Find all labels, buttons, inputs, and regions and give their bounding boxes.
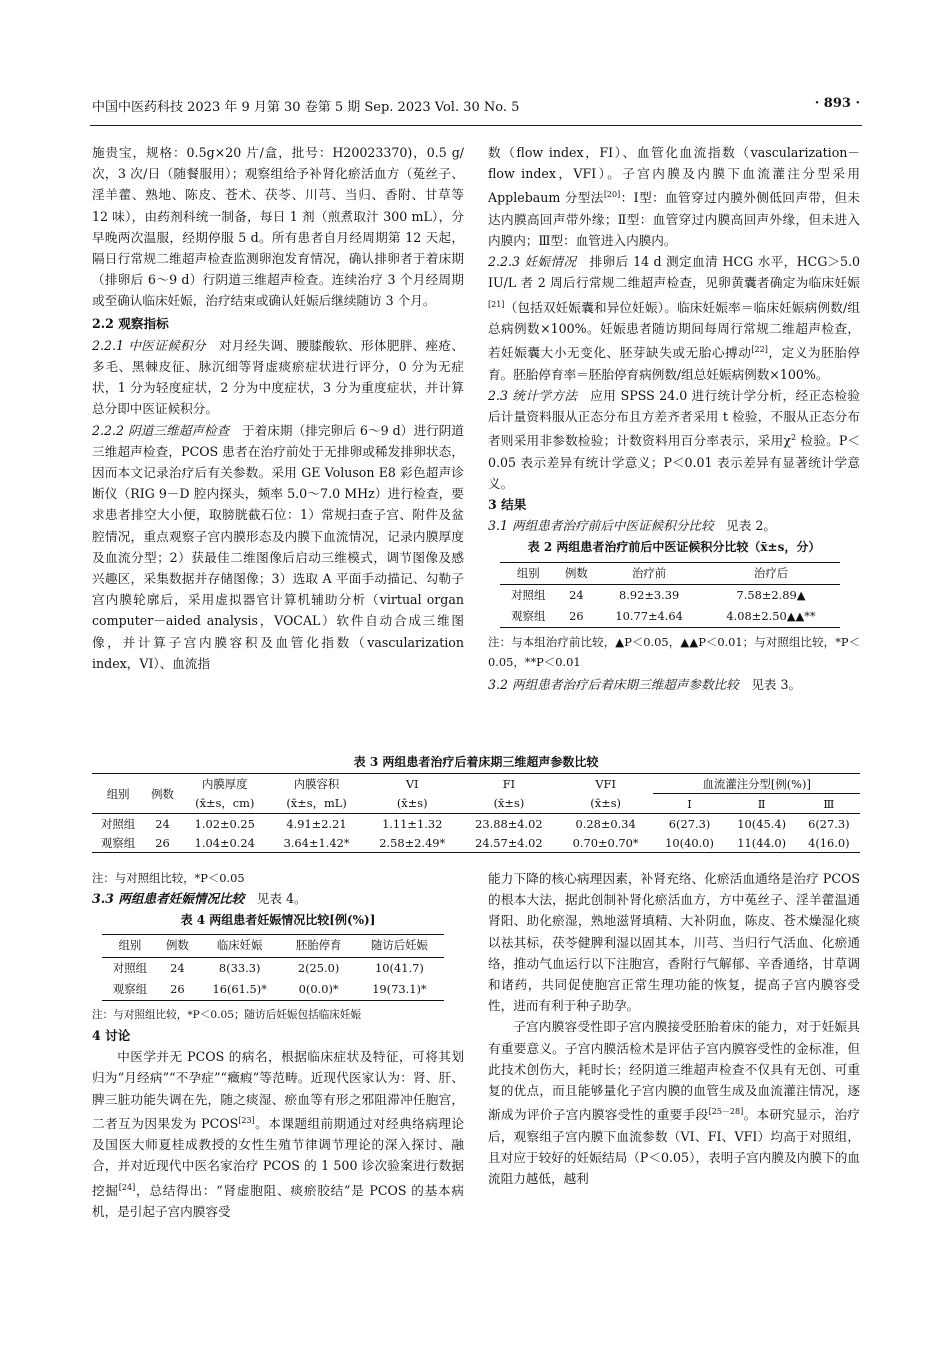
paragraph-text: 数（flow index，FI）、血管化血流指数（vascularization－flow index，VFI）。子宫内膜及内膜下血流灌注分型采用 Applebaum 分型法 xyxy=(488,145,860,206)
table-cell: 24 xyxy=(170,960,185,975)
left-column-top xyxy=(92,142,464,674)
table-subheader: (x̄±s，mL) xyxy=(286,796,347,811)
table-subheader: (x̄±s) xyxy=(590,796,621,811)
paragraph xyxy=(488,251,860,385)
paragraph-text: 对月经失调、腰膝酸软、形体肥胖、痤疮、多毛、黑棘皮征、脉沉细等肾虚痰瘀症状进行评分，0 分为无症状，1 分为轻度症状，2 分为中度症状，3 分为重度症状，并计算总分即中医证候积分。 xyxy=(92,337,464,417)
subsection-heading: 2.2.1 中医证候积分 xyxy=(92,337,206,353)
table2-note: 注：与本组治疗前比较，▲P＜0.05，▲▲P＜0.01；与对照组比较，*P＜0.05，**P＜0.01 xyxy=(488,635,860,670)
paragraph-text: 见表 4。 xyxy=(256,891,307,906)
paragraph-text: 见表 3。 xyxy=(751,677,802,693)
subsection-heading: 2.2.2 阴道三维超声检查 xyxy=(92,422,230,438)
paragraph-text: 检验。P＜0.05 表示差异有统计学意义；P＜0.01 表示差异有显著统计学意义。 xyxy=(488,433,860,491)
citation: [20] xyxy=(603,190,621,200)
table-cell: 10(40.0) xyxy=(665,835,714,850)
table-subheader: (x̄±s) xyxy=(396,796,428,811)
table-header: 组别 xyxy=(118,938,142,953)
subsection-heading: 3.3 两组患者妊娠情况比较 xyxy=(92,891,245,906)
table-header: 组别 xyxy=(92,774,144,814)
table-cell: 26 xyxy=(155,835,170,850)
paragraph xyxy=(488,1016,860,1189)
table-cell: 24 xyxy=(155,816,170,831)
paragraph xyxy=(488,674,860,695)
table-cell: 观察组 xyxy=(112,981,147,996)
table-cell: 26 xyxy=(569,609,584,624)
table-header: 内膜容积 xyxy=(293,776,340,791)
table3-block xyxy=(92,752,860,853)
paragraph xyxy=(488,515,860,536)
table-cell: 1.04±0.24 xyxy=(194,835,255,850)
table-cell: 11(44.0) xyxy=(737,835,787,850)
table4-caption: 表 4 两组患者妊娠情况比较[例(%)] xyxy=(180,913,376,928)
paragraph-text: 排卵后 14 d 测定血清 HCG 水平，HCG＞5.0 IU/L 者 2 周后行常规二维超声检查，见卵黄囊者确定为临床妊娠 xyxy=(488,254,860,291)
subsection-heading: 3.1 两组患者治疗前后中医证候积分比较 xyxy=(488,518,714,534)
table-cell: 4.08±2.50▲▲** xyxy=(726,609,816,624)
table-header: 组别 xyxy=(516,565,540,580)
citation: [23] xyxy=(238,1115,255,1125)
paragraph-text: 于着床期（排完卵后 6～9 d）进行阴道三维超声检查，PCOS 患者在治疗前处于无排卵或稀发排卵状态，因而本文记录治疗后有关参数。采用 GE Voluson E8 彩色超声诊断仪（RIG 9－D 腔内探头，频率 5.0～7.0 MHz）进行检查，要求患者排空大小便，取膀胱截石位：1）常规扫查子宫、附件及盆腔情况，重点观察子宫内膜形态及内膜下血流情况，记录内膜厚度及血流分型；2）获最佳二维图像后启动三维模式，调节图像及感兴趣区，采集数据并存储图像；3）选取 A 平面手动描记、勾勒子宫内膜轮廓后，采用虚拟器官计算机辅助分析（virtual organ computer－aided analysis，VOCAL）软件自动合成三维图像，并计算子宫内膜容积及血管化指数（vascularization index，VI）、血流指 xyxy=(92,422,464,671)
table4 xyxy=(102,934,444,1001)
table-subheader: (x̄±s) xyxy=(493,796,525,811)
table-cell: 10(41.7) xyxy=(375,960,424,975)
table-cell: 6(27.3) xyxy=(808,816,850,831)
paragraph xyxy=(488,142,860,251)
section-heading: 4 讨论 xyxy=(92,1028,131,1044)
table-header: 例数 xyxy=(564,565,588,580)
table-cell: 3.64±1.42* xyxy=(283,835,350,850)
table3 xyxy=(92,773,860,853)
table-header: 治疗后 xyxy=(753,565,789,580)
table-cell: 对照组 xyxy=(112,960,147,975)
citation: [24] xyxy=(118,1182,136,1192)
table-cell: 2(25.0) xyxy=(297,960,340,975)
table-header: FI xyxy=(502,776,516,791)
table-header: 治疗前 xyxy=(632,565,667,580)
table-header: 内膜厚度 xyxy=(201,776,248,791)
table-header: VI xyxy=(405,776,419,791)
table-row xyxy=(92,814,860,834)
right-column-bottom xyxy=(488,868,860,1189)
subsection-heading: 2.2.3 妊娠情况 xyxy=(488,254,577,270)
table-header: 血流灌注分型[例(%)] xyxy=(653,774,860,794)
citation: [21] xyxy=(488,299,505,309)
paragraph xyxy=(92,1046,464,1222)
table-row xyxy=(102,957,444,979)
citation: [22] xyxy=(751,345,768,355)
table-header: VFI xyxy=(595,776,616,791)
subsection-heading: 3.2 两组患者治疗后着床期三维超声参数比较 xyxy=(488,677,739,693)
table-cell: 对照组 xyxy=(101,816,136,831)
paragraph-text: 应用 SPSS 24.0 进行统计学分析，经正态检验后计量资料服从正态分布且方差齐者采用 t 检验，不服从正态分布者则采用非参数检验；计数资料用百分率表示，采用χ xyxy=(488,387,860,449)
paragraph-text: ：Ⅰ型：血管穿过内膜外侧低回声带，但未达内膜高回声带外缘；Ⅱ型：血管穿过内膜高回声外缘，但未进入内膜内；Ⅲ型：血管进入内膜内。 xyxy=(488,190,860,248)
paragraph-text: 见表 2。 xyxy=(726,518,776,534)
table-header: 例数 xyxy=(165,938,189,953)
table3-note: 注：与对照组比较，*P＜0.05 xyxy=(92,871,245,885)
left-column-bottom xyxy=(92,868,464,1222)
table-cell: 8.92±3.39 xyxy=(618,587,680,602)
citation: [25－28] xyxy=(708,1107,744,1117)
table-cell: 8(33.3) xyxy=(218,960,261,975)
table2 xyxy=(500,562,840,629)
table4-note: 注：与对照组比较，*P＜0.05；随访后妊娠包括临床妊娠 xyxy=(92,1009,362,1022)
table-subheader: Ⅱ xyxy=(757,796,766,811)
paragraph xyxy=(92,420,464,674)
section-heading: 3 结果 xyxy=(488,497,527,512)
table-cell: 对照组 xyxy=(511,587,546,602)
paragraph xyxy=(488,385,860,494)
table-cell: 23.88±4.02 xyxy=(475,816,543,831)
table-cell: 7.58±2.89▲ xyxy=(736,587,806,602)
paragraph xyxy=(92,888,464,909)
paragraph: 能力下降的核心病理因素，补肾充络、化瘀活血通络是治疗 PCOS 的根本大法，据此创制补肾化瘀活血方，方中菟丝子、淫羊藿温通肾阳、助化瘀湿，熟地滋肾填精、大补阴血，陈皮、苍术燥湿化痰以祛其标，茯苓健脾利湿以固其本，川芎、当归行气活血、化瘀通络，推动气血运行以下注胞宫，香附行气解郁、辛香通络，甘草调和诸药，共同促使胞宫正常生理功能的恢复，提高子宫内膜容受性，进而有利于种子助孕。 xyxy=(488,871,860,1014)
table-cell: 26 xyxy=(170,981,185,996)
table-header: 临床妊娠 xyxy=(216,938,263,953)
running-header xyxy=(92,96,860,118)
table-subheader: Ⅲ xyxy=(823,796,835,811)
paragraph-text: 子宫内膜容受性即子宫内膜接受胚胎着床的能力，对于妊娠具有重要意义。子宫内膜活检术是评估子宫内膜容受性的金标准，但此技术创伤大，耗时长；经阴道三维超声检查不仅具有无创、可重复的优点，而且能够量化子宫内膜的血管生成及血流灌注情况，逐渐成为评价子宫内膜容受性的重要手段 xyxy=(488,1019,860,1123)
table-row xyxy=(92,833,860,853)
table-header: 胚胎停育 xyxy=(295,938,342,953)
table-cell: 16(61.5)* xyxy=(212,981,267,996)
table-cell: 观察组 xyxy=(511,609,546,624)
section-heading: 2.2 观察指标 xyxy=(92,315,169,331)
table3-caption: 表 3 两组患者治疗后着床期三维超声参数比较 xyxy=(353,755,599,769)
table-row xyxy=(500,584,840,606)
paragraph-text: 中医学并无 PCOS 的病名，根据临床症状及特征，可将其划归为“月经病”“不孕症”“癥瘕”等范畴。近现代医家认为：肾、肝、脾三脏功能失调在先，随之痰湿、瘀血等有形之邪阻滞冲任胞宫，二者互为因果发为 PCOS xyxy=(92,1049,464,1132)
table-subheader: Ⅰ xyxy=(687,796,692,811)
table-row xyxy=(500,606,840,628)
table-cell: 10.77±4.64 xyxy=(615,609,683,624)
table-cell: 1.02±0.25 xyxy=(194,816,255,831)
table-cell: 24.57±4.02 xyxy=(475,835,543,850)
superscript: 2 xyxy=(791,433,797,443)
table-cell: 观察组 xyxy=(101,835,136,850)
table-subheader: (x̄±s，cm) xyxy=(195,796,255,811)
table-cell: 0.70±0.70* xyxy=(572,835,639,850)
table-cell: 6(27.3) xyxy=(668,816,711,831)
paragraph-text: 。本研究显示，治疗后，观察组子宫内膜下血流参数（VI、FI、VFI）均高于对照组，且对应于较好的妊娠结局（P＜0.05），表明子宫内膜及内膜下的血流阻力越低，越利 xyxy=(488,1107,861,1187)
table-header: 随访后妊娠 xyxy=(370,938,428,953)
journal-info: 中国中医药科技 2023 年 9 月第 30 卷第 5 期 Sep. 2023 Vol. 30 No. 5 xyxy=(92,100,520,115)
table-cell: 4.91±2.21 xyxy=(286,816,347,831)
paragraph: 施贵宝，规格：0.5g×20 片/盒，批号：H20023370)，0.5 g/次，3 次/日（随餐服用）；观察组给予补肾化瘀活血方（菟丝子、淫羊藿、熟地、陈皮、苍术、茯苓、川芎、当归、香附、甘草等 12 味），由药剂科统一制备，每日 1 剂（煎煮取汁 300 mL），分早晚两次温服，经期停服 5 d。所有患者自月经周期第 12 天起，隔日行常规二维超声检查监测卵泡发育情况，确认排卵者于着床期（排卵后 6～9 d）行阴道三维超声检查。连续治疗 3 个月经周期或至确认临床妊娠，治疗结束或确认妊娠后继续随访 3 个月。 xyxy=(92,145,464,309)
table-header: 例数 xyxy=(144,774,181,814)
table-cell: 24 xyxy=(569,587,584,602)
table-cell: 1.11±1.32 xyxy=(382,816,443,831)
table-cell: 2.58±2.49* xyxy=(379,835,446,850)
paragraph-text: （包括双妊娠囊和异位妊娠）。临床妊娠率＝临床妊娠病例数/组总病例数×100%。妊娠患者随访期间每周行常规二维超声检查，若妊娠囊大小无变化、胚芽缺失或无胎心搏动 xyxy=(488,299,860,361)
paragraph-text: ，定义为胚胎停育。胚胎停育率＝胚胎停育病例数/组总妊娠病例数×100%。 xyxy=(488,345,861,382)
table2-caption: 表 2 两组患者治疗前后中医证候积分比较（x̄±s，分） xyxy=(527,540,821,555)
paragraph-text: ，总结得出：“肾虚胞阻、痰瘀胶结”是 PCOS 的基本病机，是引起子宫内膜容受 xyxy=(92,1182,465,1220)
table-cell: 10(45.4) xyxy=(737,816,787,831)
table-cell: 4(16.0) xyxy=(808,835,850,850)
right-column-top xyxy=(488,142,860,695)
subsection-heading: 2.3 统计学方法 xyxy=(488,387,578,403)
paragraph-text: 。本课题组前期通过对经典络病理论及国医大师夏桂成教授的女性生殖节律调节理论的深入探讨、融合，并对近现代中医名家治疗 PCOS 的 1 500 诊次验案进行数据挖掘 xyxy=(92,1116,464,1198)
page-number: · 893 · xyxy=(814,96,860,111)
table-cell: 0(0.0)* xyxy=(298,981,339,996)
table-row xyxy=(102,979,444,1001)
paragraph xyxy=(92,335,464,420)
table-cell: 0.28±0.34 xyxy=(575,816,636,831)
header-rule xyxy=(90,125,862,126)
table-cell: 19(73.1)* xyxy=(372,981,427,996)
